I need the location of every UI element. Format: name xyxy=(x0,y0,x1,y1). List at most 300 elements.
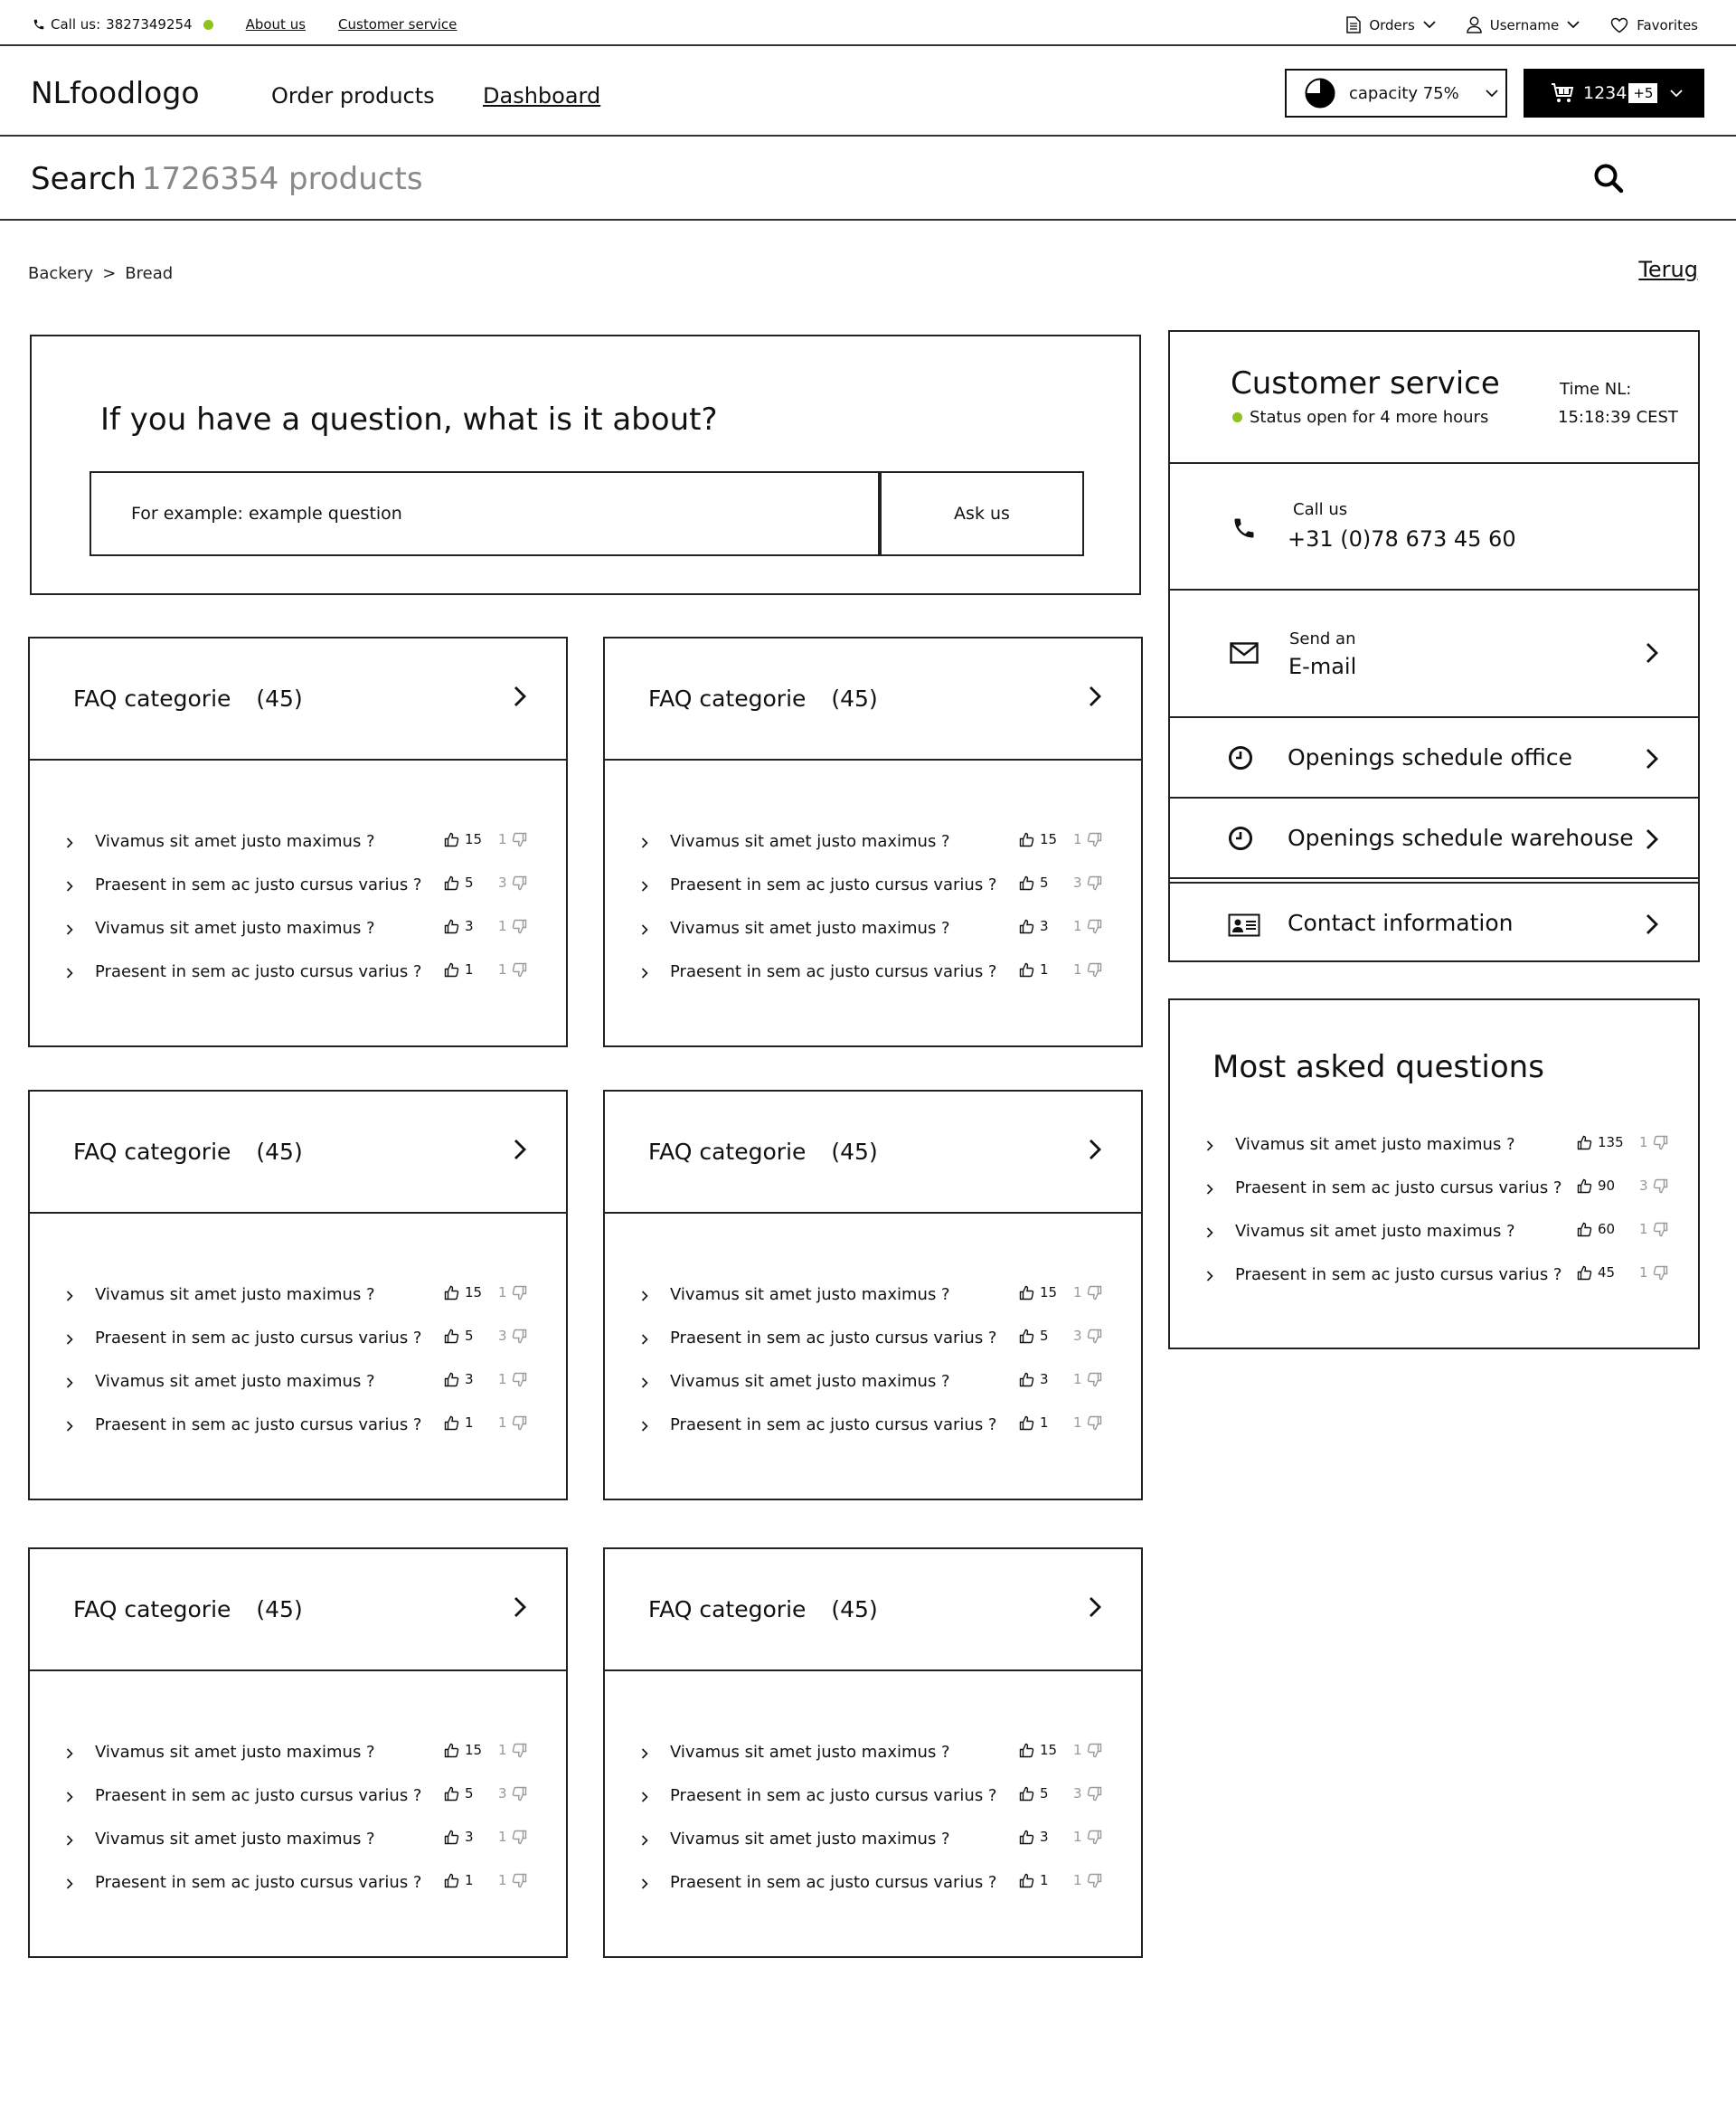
username-menu[interactable] xyxy=(1467,16,1580,33)
chevron-right-icon xyxy=(641,837,648,848)
faq-question-item[interactable] xyxy=(30,864,566,907)
faq-question-item[interactable] xyxy=(605,1731,1141,1774)
like-count: 60 xyxy=(1598,1221,1616,1237)
faq-question-item[interactable] xyxy=(30,1818,566,1861)
question-text[interactable]: Praesent in sem ac justo cursus varius ? xyxy=(670,1873,997,1892)
faq-question-item[interactable] xyxy=(30,951,566,994)
cs-office-schedule[interactable] xyxy=(1168,718,1700,799)
chevron-right-icon xyxy=(66,1291,73,1301)
faq-category-title: FAQ categorie xyxy=(648,686,807,712)
orders-menu[interactable] xyxy=(1346,16,1435,33)
faq-category-title: FAQ categorie xyxy=(648,1139,807,1165)
main-header xyxy=(0,46,1736,137)
cs-status xyxy=(1232,408,1488,427)
ask-us-button[interactable]: Ask us xyxy=(880,471,1084,556)
favorites-link[interactable] xyxy=(1610,17,1698,33)
like-button[interactable] xyxy=(1577,1177,1615,1194)
like-button[interactable] xyxy=(444,961,474,978)
like-button[interactable] xyxy=(1019,831,1057,847)
thumbs-up-icon xyxy=(1019,875,1034,891)
thumbs-up-icon xyxy=(444,1873,459,1888)
capacity-dropdown[interactable] xyxy=(1285,69,1507,118)
chevron-right-icon xyxy=(66,1878,73,1889)
question-title: If you have a question, what is it about? xyxy=(100,402,718,438)
chevron-right-icon xyxy=(641,881,648,892)
logo[interactable]: NLfoodlogo xyxy=(31,75,200,110)
breadcrumb-item[interactable]: Backery xyxy=(28,264,94,283)
question-text[interactable]: Praesent in sem ac justo cursus varius ? xyxy=(95,1415,422,1434)
thumbs-up-icon xyxy=(1019,832,1034,847)
dislike-button[interactable] xyxy=(1073,961,1102,978)
faq-question-item[interactable] xyxy=(30,907,566,951)
question-text[interactable]: Vivamus sit amet justo maximus ? xyxy=(95,1285,375,1304)
chevron-right-icon xyxy=(641,1377,648,1388)
clock-icon xyxy=(1228,745,1253,771)
chevron-right-icon xyxy=(1089,1596,1101,1618)
thumbs-up-icon xyxy=(1019,1285,1034,1300)
cs-warehouse-label: Openings schedule warehouse xyxy=(1288,825,1634,851)
dislike-count: 1 xyxy=(1073,1872,1082,1888)
customer-service-panel xyxy=(1168,330,1700,962)
faq-question-item[interactable] xyxy=(605,1818,1141,1861)
dislike-button[interactable] xyxy=(498,1414,527,1431)
chevron-right-icon xyxy=(641,1792,648,1802)
faq-category-title: FAQ categorie xyxy=(73,686,231,712)
faq-question-item[interactable] xyxy=(605,1404,1141,1447)
nav-dashboard[interactable]: Dashboard xyxy=(483,83,601,109)
cart-count: 1234 xyxy=(1583,83,1628,103)
thumbs-down-icon xyxy=(512,1415,527,1431)
dislike-button[interactable] xyxy=(1639,1221,1668,1237)
like-count: 15 xyxy=(465,831,483,847)
chevron-right-icon xyxy=(1206,1227,1213,1238)
faq-question-item[interactable] xyxy=(30,1861,566,1905)
dislike-button[interactable] xyxy=(498,1371,527,1387)
like-button[interactable] xyxy=(1019,961,1049,978)
dislike-count: 3 xyxy=(498,1328,507,1344)
dislike-button[interactable] xyxy=(1073,831,1102,847)
chevron-right-icon xyxy=(1646,748,1658,770)
faq-question-item[interactable] xyxy=(605,1774,1141,1818)
thumbs-down-icon xyxy=(1653,1222,1668,1237)
search-label: Search xyxy=(31,161,137,197)
cs-call-label: Call us xyxy=(1293,500,1348,519)
thumbs-up-icon xyxy=(1019,1415,1034,1431)
thumbs-up-icon xyxy=(1577,1135,1592,1150)
faq-question-item[interactable] xyxy=(30,1317,566,1360)
search-input[interactable] xyxy=(31,161,423,197)
like-button[interactable] xyxy=(444,1829,474,1845)
dislike-button[interactable] xyxy=(498,1872,527,1888)
chevron-right-icon xyxy=(66,968,73,979)
faq-question-item[interactable] xyxy=(605,1360,1141,1404)
like-button[interactable] xyxy=(1019,918,1049,934)
faq-question-item[interactable] xyxy=(605,1273,1141,1317)
thumbs-down-icon xyxy=(512,1830,527,1845)
thumbs-up-icon xyxy=(444,1415,459,1431)
faq-category-title: FAQ categorie xyxy=(73,1596,231,1622)
like-button[interactable] xyxy=(1019,1328,1049,1344)
dislike-button[interactable] xyxy=(498,961,527,978)
thumbs-down-icon xyxy=(1087,1285,1102,1300)
faq-question-list xyxy=(605,1214,1141,1447)
customer-service-link[interactable]: Customer service xyxy=(338,16,458,33)
question-text[interactable]: Praesent in sem ac justo cursus varius ? xyxy=(95,1329,422,1348)
cs-mail-label: Send an xyxy=(1289,629,1356,648)
thumbs-down-icon xyxy=(1653,1135,1668,1150)
chevron-right-icon xyxy=(1089,686,1101,707)
faq-question-item[interactable] xyxy=(30,820,566,864)
like-button[interactable] xyxy=(444,918,474,934)
faq-question-item[interactable] xyxy=(30,1404,566,1447)
dislike-button[interactable] xyxy=(498,1829,527,1845)
dislike-count: 1 xyxy=(498,1414,507,1431)
cs-send-email[interactable] xyxy=(1168,591,1700,718)
document-icon xyxy=(1346,16,1361,33)
like-count: 3 xyxy=(1040,1371,1049,1387)
like-count: 3 xyxy=(465,1371,474,1387)
call-us-link[interactable] xyxy=(33,16,213,33)
status-dot xyxy=(1232,412,1242,422)
like-button[interactable] xyxy=(444,1742,482,1758)
dislike-button[interactable] xyxy=(498,1742,527,1758)
thumbs-up-icon xyxy=(444,1743,459,1758)
thumbs-up-icon xyxy=(1577,1178,1592,1194)
breadcrumb-item[interactable]: Bread xyxy=(125,264,174,283)
thumbs-up-icon xyxy=(1577,1222,1592,1237)
dislike-count: 1 xyxy=(498,1371,507,1387)
thumbs-up-icon xyxy=(444,919,459,934)
most-asked-list xyxy=(1170,1123,1698,1297)
dislike-button[interactable] xyxy=(1639,1264,1668,1281)
cs-contact-information[interactable] xyxy=(1168,882,1700,962)
thumbs-up-icon xyxy=(444,875,459,891)
faq-question-list xyxy=(30,761,566,994)
thumbs-down-icon xyxy=(512,1786,527,1802)
like-button[interactable] xyxy=(1019,1829,1049,1845)
cs-call-number: +31 (0)78 673 45 60 xyxy=(1288,526,1516,552)
chevron-right-icon xyxy=(641,1421,648,1432)
cs-header xyxy=(1168,330,1700,464)
thumbs-down-icon xyxy=(1087,875,1102,891)
question-text[interactable]: Praesent in sem ac justo cursus varius ? xyxy=(670,962,997,981)
chevron-right-icon xyxy=(1646,642,1658,664)
faq-question-item[interactable] xyxy=(1170,1210,1698,1253)
orders-label: Orders xyxy=(1369,16,1415,33)
faq-category-title: FAQ categorie xyxy=(73,1139,231,1165)
like-button[interactable] xyxy=(444,1872,474,1888)
like-button[interactable] xyxy=(444,1284,482,1300)
dislike-count: 3 xyxy=(1073,1328,1082,1344)
question-text[interactable]: Praesent in sem ac justo cursus varius ? xyxy=(670,1415,997,1434)
thumbs-down-icon xyxy=(1087,1415,1102,1431)
faq-category-card xyxy=(603,637,1143,1047)
dislike-count: 1 xyxy=(498,1284,507,1300)
dislike-button[interactable] xyxy=(1639,1134,1668,1150)
question-text[interactable]: Praesent in sem ac justo cursus varius ? xyxy=(95,875,422,894)
dislike-button[interactable] xyxy=(1073,1872,1102,1888)
question-text[interactable]: Praesent in sem ac justo cursus varius ? xyxy=(670,1329,997,1348)
faq-category-card xyxy=(28,637,568,1047)
faq-question-list xyxy=(605,761,1141,994)
chevron-right-icon xyxy=(1646,913,1658,935)
thumbs-up-icon xyxy=(1019,1830,1034,1845)
thumbs-down-icon xyxy=(512,1743,527,1758)
like-button[interactable] xyxy=(444,1785,474,1802)
like-button[interactable] xyxy=(1019,1872,1049,1888)
thumbs-down-icon xyxy=(1087,1329,1102,1344)
question-text[interactable]: Vivamus sit amet justo maximus ? xyxy=(670,1743,950,1762)
like-button[interactable] xyxy=(1577,1221,1615,1237)
cs-contact-label: Contact information xyxy=(1288,910,1514,936)
like-button[interactable] xyxy=(444,1371,474,1387)
dislike-count: 1 xyxy=(1073,961,1082,978)
faq-category-count: (45) xyxy=(831,1596,878,1622)
like-count: 5 xyxy=(465,1785,474,1802)
faq-category-header[interactable] xyxy=(605,1549,1141,1671)
chevron-down-icon xyxy=(1423,21,1436,29)
clock-icon xyxy=(1228,826,1253,851)
cs-mail-value: E-mail xyxy=(1288,654,1357,679)
chevron-right-icon xyxy=(641,1878,648,1889)
thumbs-up-icon xyxy=(444,1786,459,1802)
like-count: 1 xyxy=(1040,1414,1049,1431)
like-count: 90 xyxy=(1598,1177,1616,1194)
thumbs-down-icon xyxy=(512,832,527,847)
faq-category-header[interactable] xyxy=(605,638,1141,761)
thumbs-up-icon xyxy=(444,962,459,978)
like-count: 5 xyxy=(465,875,474,891)
time-label: Time NL: xyxy=(1560,380,1632,399)
faq-question-item[interactable] xyxy=(605,907,1141,951)
question-text[interactable]: Vivamus sit amet justo maximus ? xyxy=(670,1830,950,1849)
like-button[interactable] xyxy=(444,1328,474,1344)
capacity-label: capacity 75% xyxy=(1349,83,1459,103)
faq-question-item[interactable] xyxy=(605,864,1141,907)
thumbs-down-icon xyxy=(512,1372,527,1387)
dislike-button[interactable] xyxy=(1073,1371,1102,1387)
chevron-right-icon xyxy=(1206,1271,1213,1282)
dislike-count: 1 xyxy=(498,918,507,934)
dislike-button[interactable] xyxy=(1073,875,1102,891)
dislike-count: 3 xyxy=(498,875,507,891)
dislike-button[interactable] xyxy=(498,1328,527,1344)
faq-question-item[interactable] xyxy=(30,1273,566,1317)
about-us-link[interactable]: About us xyxy=(245,16,307,33)
question-text[interactable]: Praesent in sem ac justo cursus varius ? xyxy=(670,1786,997,1805)
question-text[interactable]: Vivamus sit amet justo maximus ? xyxy=(1235,1135,1515,1154)
dislike-count: 1 xyxy=(1073,1829,1082,1845)
question-box xyxy=(30,335,1141,595)
thumbs-down-icon xyxy=(1087,1743,1102,1758)
chevron-right-icon xyxy=(514,1596,526,1618)
dislike-button[interactable] xyxy=(1073,1284,1102,1300)
dislike-count: 3 xyxy=(1073,875,1082,891)
like-count: 15 xyxy=(1040,831,1058,847)
faq-category-header[interactable] xyxy=(30,1092,566,1214)
like-count: 5 xyxy=(465,1328,474,1344)
top-bar xyxy=(0,0,1736,46)
question-text[interactable]: Praesent in sem ac justo cursus varius ? xyxy=(1235,1178,1562,1197)
chevron-right-icon xyxy=(641,1334,648,1345)
question-text[interactable]: Vivamus sit amet justo maximus ? xyxy=(670,832,950,851)
dislike-button[interactable] xyxy=(1073,1328,1102,1344)
like-button[interactable] xyxy=(1019,1785,1049,1802)
question-text[interactable]: Praesent in sem ac justo cursus varius ? xyxy=(670,875,997,894)
thumbs-up-icon xyxy=(1019,1873,1034,1888)
chevron-right-icon xyxy=(641,1835,648,1846)
faq-question-item[interactable] xyxy=(30,1731,566,1774)
question-text[interactable]: Vivamus sit amet justo maximus ? xyxy=(95,1372,375,1391)
like-button[interactable] xyxy=(444,1414,474,1431)
question-input[interactable]: For example: example question xyxy=(90,471,880,556)
chevron-right-icon xyxy=(66,1421,73,1432)
like-button[interactable] xyxy=(444,875,474,891)
like-button[interactable] xyxy=(1019,1371,1049,1387)
like-button[interactable] xyxy=(1577,1134,1624,1150)
dislike-button[interactable] xyxy=(1073,1829,1102,1845)
dislike-button[interactable] xyxy=(498,918,527,934)
faq-question-item[interactable] xyxy=(30,1774,566,1818)
dislike-count: 1 xyxy=(1073,1414,1082,1431)
thumbs-down-icon xyxy=(1087,919,1102,934)
dislike-count: 1 xyxy=(498,961,507,978)
like-count: 3 xyxy=(1040,1829,1049,1845)
thumbs-down-icon xyxy=(1087,1830,1102,1845)
dislike-button[interactable] xyxy=(1639,1177,1668,1194)
dislike-button[interactable] xyxy=(1073,1785,1102,1802)
chevron-right-icon xyxy=(66,1792,73,1802)
thumbs-up-icon xyxy=(1019,1743,1034,1758)
contact-card-icon xyxy=(1228,913,1260,937)
thumbs-down-icon xyxy=(512,1873,527,1888)
chevron-right-icon xyxy=(641,924,648,935)
chevron-right-icon xyxy=(66,881,73,892)
dislike-button[interactable] xyxy=(498,875,527,891)
like-count: 1 xyxy=(465,1872,474,1888)
dislike-count: 1 xyxy=(1073,1742,1082,1758)
question-text[interactable]: Vivamus sit amet justo maximus ? xyxy=(95,1830,375,1849)
cart-icon xyxy=(1551,82,1574,104)
question-text[interactable]: Vivamus sit amet justo maximus ? xyxy=(1235,1222,1515,1241)
cs-call-us[interactable] xyxy=(1168,464,1700,591)
faq-question-item[interactable] xyxy=(30,1360,566,1404)
chevron-down-icon xyxy=(1486,90,1498,98)
faq-category-count: (45) xyxy=(831,686,878,712)
like-button[interactable] xyxy=(1577,1264,1615,1281)
dislike-button[interactable] xyxy=(498,831,527,847)
faq-category-header[interactable] xyxy=(605,1092,1141,1214)
faq-category-count: (45) xyxy=(256,1596,303,1622)
phone-icon xyxy=(33,18,45,31)
faq-category-count: (45) xyxy=(831,1139,878,1165)
user-icon xyxy=(1467,16,1482,33)
question-text[interactable]: Praesent in sem ac justo cursus varius ? xyxy=(1235,1265,1562,1284)
question-text[interactable]: Praesent in sem ac justo cursus varius ? xyxy=(95,1873,422,1892)
faq-question-item[interactable] xyxy=(605,951,1141,994)
thumbs-down-icon xyxy=(1087,962,1102,978)
thumbs-up-icon xyxy=(1577,1265,1592,1281)
cart-plus-badge: +5 xyxy=(1628,83,1657,103)
thumbs-up-icon xyxy=(444,832,459,847)
cart-button[interactable] xyxy=(1524,69,1704,118)
mail-icon xyxy=(1230,642,1259,664)
thumbs-down-icon xyxy=(1087,1873,1102,1888)
faq-question-item[interactable] xyxy=(605,820,1141,864)
thumbs-down-icon xyxy=(512,919,527,934)
like-button[interactable] xyxy=(1019,1742,1057,1758)
faq-question-list xyxy=(30,1214,566,1447)
question-text[interactable]: Vivamus sit amet justo maximus ? xyxy=(95,832,375,851)
nav-order-products[interactable]: Order products xyxy=(271,83,435,109)
dislike-button[interactable] xyxy=(498,1785,527,1802)
dislike-count: 3 xyxy=(1639,1177,1648,1194)
like-button[interactable] xyxy=(1019,1284,1057,1300)
question-text[interactable]: Vivamus sit amet justo maximus ? xyxy=(670,1285,950,1304)
dislike-button[interactable] xyxy=(1073,1414,1102,1431)
dislike-button[interactable] xyxy=(1073,1742,1102,1758)
search-icon[interactable] xyxy=(1593,163,1624,194)
faq-category-header[interactable] xyxy=(30,1549,566,1671)
chevron-right-icon xyxy=(66,1835,73,1846)
like-count: 1 xyxy=(465,1414,474,1431)
faq-question-item[interactable] xyxy=(605,1861,1141,1905)
search-bar[interactable] xyxy=(0,137,1736,221)
faq-category-count: (45) xyxy=(256,686,303,712)
like-count: 15 xyxy=(1040,1284,1058,1300)
faq-category-header[interactable] xyxy=(30,638,566,761)
faq-question-item[interactable] xyxy=(605,1317,1141,1360)
chevron-right-icon xyxy=(66,924,73,935)
question-text[interactable]: Praesent in sem ac justo cursus varius ? xyxy=(95,1786,422,1805)
chevron-right-icon xyxy=(641,968,648,979)
dislike-button[interactable] xyxy=(498,1284,527,1300)
like-button[interactable] xyxy=(1019,1414,1049,1431)
like-count: 1 xyxy=(1040,1872,1049,1888)
like-button[interactable] xyxy=(1019,875,1049,891)
dislike-count: 3 xyxy=(1073,1785,1082,1802)
dislike-button[interactable] xyxy=(1073,918,1102,934)
cs-warehouse-schedule[interactable] xyxy=(1168,799,1700,879)
breadcrumb xyxy=(28,264,173,283)
chevron-right-icon xyxy=(66,1377,73,1388)
like-count: 5 xyxy=(1040,1785,1049,1802)
chevron-down-icon xyxy=(1670,90,1683,98)
back-link[interactable]: Terug xyxy=(1638,257,1698,282)
capacity-pie-icon xyxy=(1305,78,1335,109)
most-asked-title: Most asked questions xyxy=(1212,1049,1544,1085)
faq-question-item[interactable] xyxy=(1170,1167,1698,1210)
like-count: 5 xyxy=(1040,1328,1049,1344)
faq-question-item[interactable] xyxy=(1170,1123,1698,1167)
like-count: 135 xyxy=(1598,1134,1624,1150)
thumbs-up-icon xyxy=(444,1372,459,1387)
like-button[interactable] xyxy=(444,831,482,847)
faq-category-title: FAQ categorie xyxy=(648,1596,807,1622)
question-text[interactable]: Vivamus sit amet justo maximus ? xyxy=(95,1743,375,1762)
question-text[interactable]: Vivamus sit amet justo maximus ? xyxy=(95,919,375,938)
faq-question-item[interactable] xyxy=(1170,1253,1698,1297)
dislike-count: 1 xyxy=(1073,1371,1082,1387)
question-text[interactable]: Praesent in sem ac justo cursus varius ? xyxy=(95,962,422,981)
like-count: 15 xyxy=(1040,1742,1058,1758)
like-count: 5 xyxy=(1040,875,1049,891)
thumbs-up-icon xyxy=(1019,962,1034,978)
question-text[interactable]: Vivamus sit amet justo maximus ? xyxy=(670,919,950,938)
chevron-right-icon xyxy=(514,686,526,707)
breadcrumb-separator: > xyxy=(102,264,117,283)
question-text[interactable]: Vivamus sit amet justo maximus ? xyxy=(670,1372,950,1391)
